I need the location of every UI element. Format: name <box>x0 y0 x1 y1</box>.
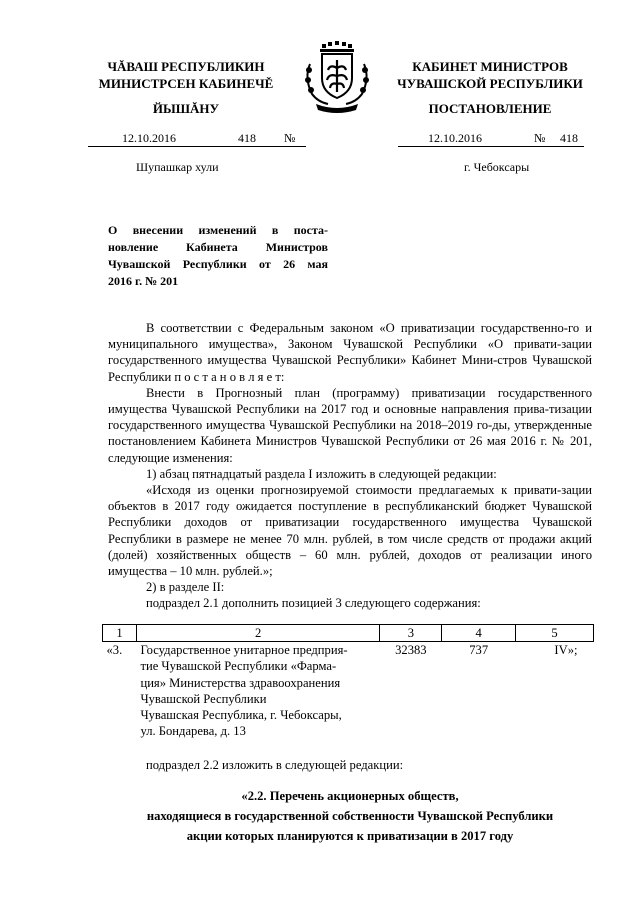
table-cell-name-line: Чувашской Республики <box>140 691 267 706</box>
right-date: 12.10.2016 <box>428 131 482 145</box>
table-cell-value-3: 32383 <box>380 642 442 740</box>
left-number-sign: № <box>284 131 296 145</box>
table-header-cell: 4 <box>442 625 516 642</box>
right-date-number-line <box>398 131 584 147</box>
paragraph-7: подраздел 2.2 изложить в следующей редакции: <box>146 758 404 772</box>
left-city: Шупашкар хули <box>136 160 219 174</box>
subject-line1: О внесении изменений в поста- <box>108 223 328 237</box>
paragraph-4: «Исходя из оценки прогнозируемой стоимости предлагаемых к привати-зации объектов в 2017 году ожидается поступление в республиканский бюджет Чувашской Республики доходов от приватизации государственного имущества Чувашской Республики в размере не менее 70 млн. рублей, в том числе средств от продажи акций (долей) хозяйственных обществ – 60 млн. рублей, доходов от реализации иного имущества – 10 млн. рублей.»; <box>108 483 592 579</box>
table-cell-name-line: Государственное унитарное предприя- <box>140 643 348 658</box>
right-city: г. Чебоксары <box>464 160 530 174</box>
subject-line2: новление Кабинета Министров <box>108 240 328 254</box>
table-header-row <box>103 625 594 642</box>
document-subject <box>108 222 328 290</box>
right-org-name <box>380 58 600 92</box>
left-number: 418 <box>238 131 256 145</box>
table-header-cell: 1 <box>103 625 137 642</box>
paragraph-5: 2) в разделе II: <box>146 580 225 595</box>
table-row <box>103 642 594 740</box>
left-date: 12.10.2016 <box>122 131 176 145</box>
table-cell-address-line: ул. Бондарева, д. 13 <box>140 724 246 739</box>
left-date-number-line <box>88 131 306 147</box>
right-number-sign: № <box>534 131 546 145</box>
right-org-line2: ЧУВАШСКОЙ РЕСПУБЛИКИ <box>397 76 583 91</box>
table-header-cell: 2 <box>136 625 379 642</box>
table-cell-address-line: Чувашская Республика, г. Чебоксары, <box>140 708 342 723</box>
left-org-name <box>86 58 286 92</box>
subject-line3: Чувашской Республики от 26 мая <box>108 257 328 271</box>
right-doc-type: ПОСТАНОВЛЕНИЕ <box>428 101 552 116</box>
section-heading-line1: «2.2. Перечень акционерных обществ, <box>241 789 459 803</box>
table-cell-value-4: 737 <box>442 642 516 740</box>
table-cell-number: «3. <box>103 642 137 740</box>
left-org-line2: МИНИСТРСЕН КАБИНЕЧĚ <box>98 76 274 91</box>
right-org-line1: КАБИНЕТ МИНИСТРОВ <box>412 59 568 74</box>
paragraph-6: подраздел 2.1 дополнить позицией 3 следующего содержания: <box>146 596 481 611</box>
paragraph-2: Внести в Прогнозный план (программу) приватизации государственного имущества Чувашской Республики на 2017 год и основные направления прива-тизации государственного имущества Чувашской Республики на 2018–2019 го-ды, утвержденные постановлением Кабинета Министров Чувашской Республики от 26 мая 2016 г. № 201, следующие изменения: <box>108 385 592 465</box>
table-header-cell: 3 <box>380 625 442 642</box>
subject-line4: 2016 г. № 201 <box>108 274 179 288</box>
section-heading-2-2 <box>60 786 640 846</box>
right-number: 418 <box>560 131 578 145</box>
table-cell-name-line: тие Чувашской Республики «Фарма- <box>140 659 337 674</box>
table-cell-name-line: ция» Министерства здравоохранения <box>140 675 341 690</box>
paragraph-1 <box>108 320 592 385</box>
table-cell-value-5: IV»; <box>516 642 594 740</box>
document-body <box>108 320 592 612</box>
left-org-line1: ЧĂВАШ РЕСПУБЛИКИН <box>107 59 265 74</box>
table-cell-name <box>136 642 379 740</box>
paragraph-1-resolves: п о с т а н о в л я е т: <box>174 369 285 384</box>
paragraph-3: 1) абзац пятнадцатый раздела I изложить в следующей редакции: <box>146 466 497 481</box>
table-header-cell: 5 <box>516 625 594 642</box>
section-heading-line3: акции которых планируются к приватизации в 2017 году <box>186 829 514 843</box>
section-heading-line2: находящиеся в государственной собственности Чувашской Республики <box>146 809 554 823</box>
chuvash-coat-of-arms-icon <box>300 40 374 114</box>
left-doc-type: ЙЫШĂНУ <box>152 101 220 116</box>
privatization-table <box>102 624 594 739</box>
paragraph-1-text: В соответствии с Федеральным законом «О приватизации государственно-го и муниципального имущества», Законом Чувашской Республики «О привати-зации государственного имущества Чувашской Республики» Кабинет Мини-стров Чувашской Республики <box>108 321 592 384</box>
